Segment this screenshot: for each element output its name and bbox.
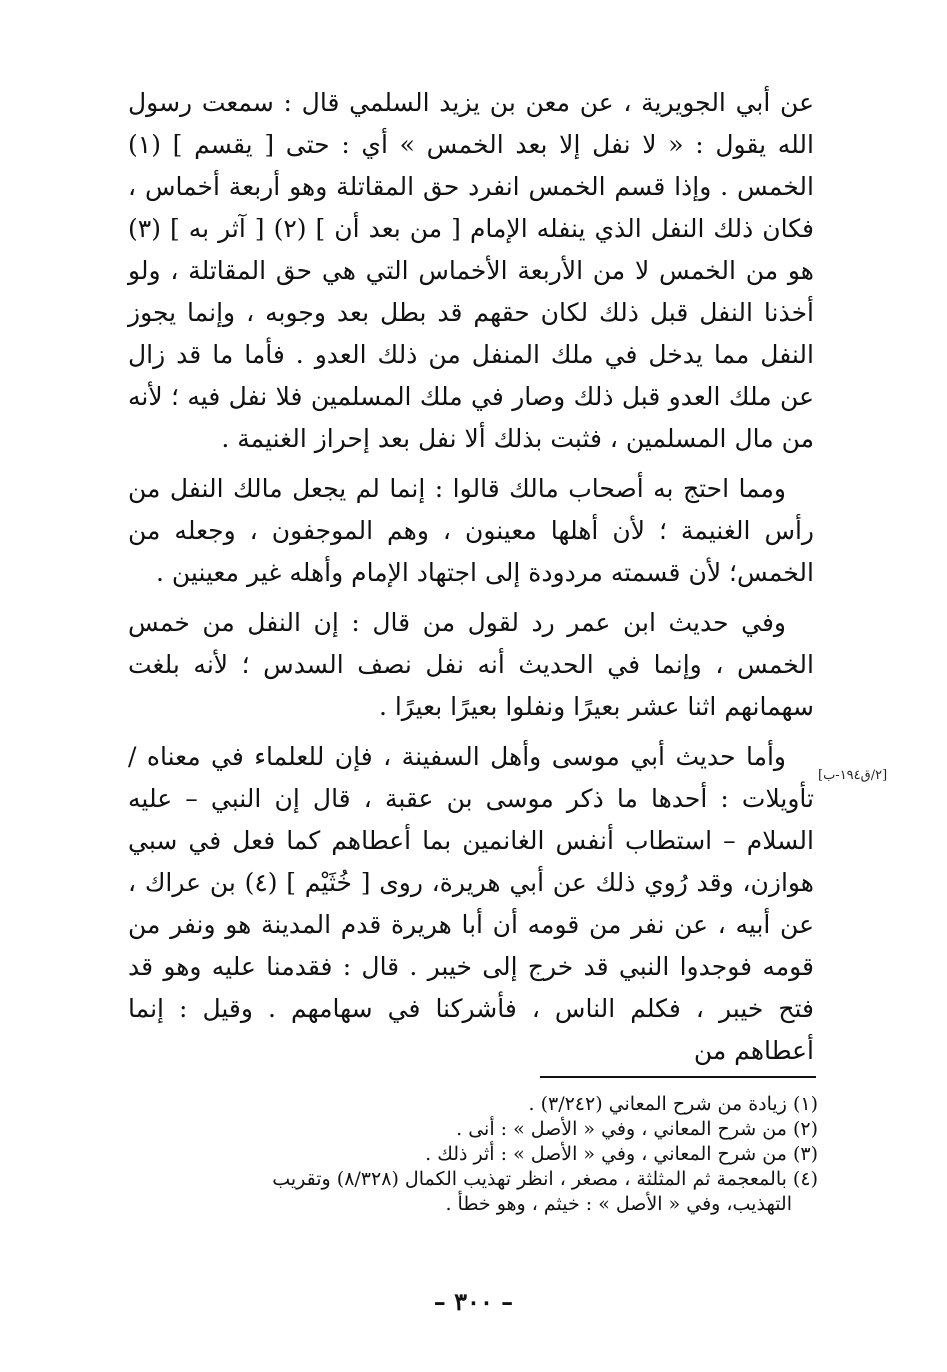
paragraph-3: وفي حديث ابن عمر رد لقول من قال : إن النفل من خمس الخمس ، وإنما في الحديث أنه نفل نصف السدس ؛ لأنه بلغت سهمانهم اثنا عشر بعيرًا ونفلوا بعيرًا بعيرًا . (128, 608, 814, 721)
footnote-4: (٤) بالمعجمة ثم المثلثة ، مصغر ، انظر تهذيب الكمال (٨/٣٢٨) وتقريب (272, 1168, 818, 1190)
paragraph-gap (128, 728, 814, 736)
main-text (128, 82, 814, 1072)
footnote-separator (540, 1076, 816, 1078)
footnote-1: (١) زيادة من شرح المعاني (٣/٢٤٢) . (528, 1093, 818, 1115)
footnote-2: (٢) من شرح المعاني ، وفي « الأصل » : أنى . (456, 1118, 818, 1140)
paragraph-4: وأما حديث أبي موسى وأهل السفينة ، فإن للعلماء في معناه / تأويلات : أحدها ما ذكر موسى بن عقبة ، قال إن النبي – عليه السلام – استطاب أنفس الغانمين بما أعطاهم كما فعل في سبي هوازن، وقد رُوي ذلك عن أبي هريرة، روى [ خُثَيْم ] (٤) بن عراك ، عن أبيه ، عن نفر من قومه أن أبا هريرة قدم المدينة هو ونفر من قومه فوجدوا النبي قد خرج إلى خيبر . قال : فقدمنا عليه وهو قد فتح خيبر ، فكلم الناس ، فأشركنا في سهامهم . وقيل : إنما أعطاهم من (128, 742, 814, 1065)
paragraph-gap (128, 460, 814, 468)
footnote-4-continuation: التهذيب، وفي « الأصل » : خيثم ، وهو خطأ . (445, 1193, 792, 1215)
paragraph-gap (128, 594, 814, 602)
page-number: – ٣٠٠ – (433, 1287, 514, 1316)
footnotes (128, 1092, 818, 1217)
paragraph-2: ومما احتج به أصحاب مالك قالوا : إنما لم يجعل مالك النفل من رأس الغنيمة ؛ لأن أهلها معينون ، وهم الموجفون ، وجعله من الخمس؛ لأن قسمته مردودة إلى اجتهاد الإمام وأهله غير معينين . (128, 474, 814, 587)
footnote-3: (٣) من شرح المعاني ، وفي « الأصل » : أثر ذلك . (425, 1143, 818, 1165)
paragraph-1: عن أبي الجويرية ، عن معن بن يزيد السلمي قال : سمعت رسول الله يقول : « لا نفل إلا بعد الخمس » أي : حتى [ يقسم ] (١) الخمس . وإذا قسم الخمس انفرد حق المقاتلة وهو أربعة أخماس ، فكان ذلك النفل الذي ينفله الإمام [ من بعد أن ] (٢) [ آثر به ] (٣) هو من الخمس لا من الأربعة الأخماس التي هي حق المقاتلة ، ولو أخذنا النفل قبل ذلك لكان حقهم قد بطل بعد وجوبه ، وإنما يجوز النفل مما يدخل في ملك المنفل من ذلك العدو . فأما ما قد زال عن ملك العدو قبل ذلك وصار في ملك المسلمين فلا نفل فيه ؛ لأنه من مال المسلمين ، فثبت بذلك ألا نفل بعد إحراز الغنيمة . (128, 88, 814, 453)
manuscript-folio-note: [٢/ق١٩٤-ب] (818, 768, 888, 783)
